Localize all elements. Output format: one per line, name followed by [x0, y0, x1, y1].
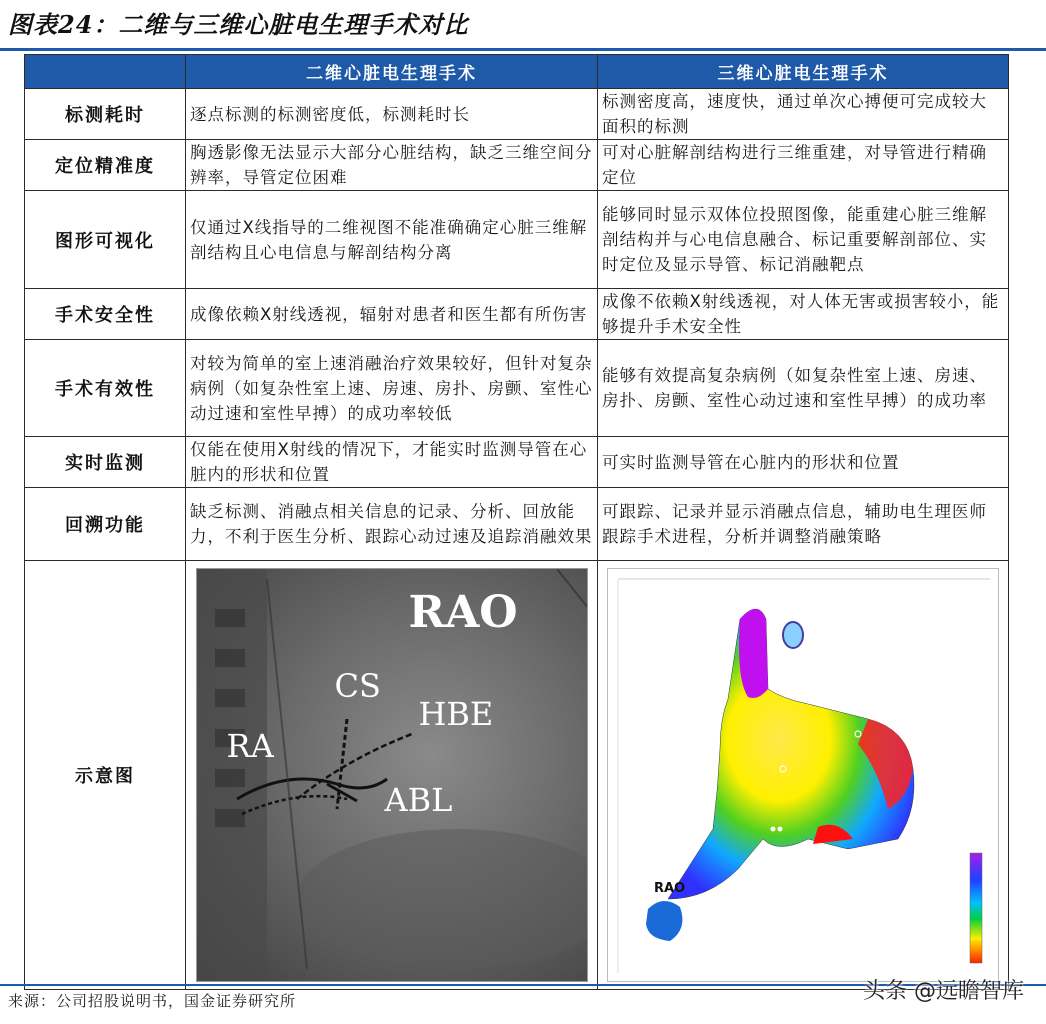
cell-3d: 可对心脏解剖结构进行三维重建，对导管进行精确定位: [598, 140, 1009, 191]
table-row: [25, 488, 1009, 561]
image-row: [25, 561, 1009, 990]
table-row: [25, 340, 1009, 437]
header-2d: 二维心脏电生理手术: [186, 55, 598, 89]
table-row: [25, 191, 1009, 289]
header-3d: 三维心脏电生理手术: [598, 55, 1009, 89]
table-row: [25, 89, 1009, 140]
table-row: [25, 289, 1009, 340]
row-label: 定位精准度: [25, 140, 186, 191]
cell-2d: 逐点标测的标测密度低，标测耗时长: [186, 89, 598, 140]
label-rao: RAO: [408, 587, 518, 638]
fluoroscopy-image: [196, 568, 588, 982]
comparison-table: [24, 54, 1009, 990]
table-row: [25, 437, 1009, 488]
row-label: 示意图: [25, 561, 186, 990]
map-label-rao: RAO: [654, 881, 686, 896]
row-label: 手术有效性: [25, 340, 186, 437]
cell-3d: 能够有效提高复杂病例（如复杂性室上速、房速、房扑、房颤、室性心动过速和室性早搏）的成功率: [598, 340, 1009, 437]
fluoroscopy-illustration: [197, 569, 588, 982]
title-divider: [0, 48, 1046, 51]
cell-2d: 仅通过X线指导的二维视图不能准确确定心脏三维解剖结构且心电信息与解剖结构分离: [186, 191, 598, 289]
cell-3d: 能够同时显示双体位投照图像，能重建心脏三维解剖结构并与心电信息融合、标记重要解剖部位、实时定位及显示导管、标记消融靶点: [598, 191, 1009, 289]
cell-2d: 胸透影像无法显示大部分心脏结构，缺乏三维空间分辨率，导管定位困难: [186, 140, 598, 191]
label-ra: RA: [226, 727, 274, 765]
cell-2d: 缺乏标测、消融点相关信息的记录、分析、回放能力，不利于医生分析、跟踪心动过速及追踪消融效果: [186, 488, 598, 561]
cell-3d: 标测密度高，速度快，通过单次心搏便可完成较大面积的标测: [598, 89, 1009, 140]
label-hbe: HBE: [418, 695, 494, 733]
cell-2d: 仅能在使用X射线的情况下，才能实时监测导管在心脏内的形状和位置: [186, 437, 598, 488]
row-label: 标测耗时: [25, 89, 186, 140]
cell-3d: 可实时监测导管在心脏内的形状和位置: [598, 437, 1009, 488]
cell-3d: 可跟踪、记录并显示消融点信息，辅助电生理医师跟踪手术进程，分析并调整消融策略: [598, 488, 1009, 561]
table-row: [25, 140, 1009, 191]
fluoroscopy-cell: [186, 561, 598, 990]
watermark: 头条 @远瞻智库: [863, 979, 1024, 1004]
row-label: 手术安全性: [25, 289, 186, 340]
row-label: 实时监测: [25, 437, 186, 488]
label-abl: ABL: [384, 781, 453, 819]
cell-2d: 成像依赖X射线透视，辐射对患者和医生都有所伤害: [186, 289, 598, 340]
header-row: [25, 55, 1009, 89]
label-cs: CS: [334, 667, 381, 705]
header-empty: [25, 55, 186, 89]
row-label: 图形可视化: [25, 191, 186, 289]
figure-title: 图表24：二维与三维心脏电生理手术对比: [8, 10, 469, 39]
3d-map-illustration: [608, 569, 999, 982]
source-note: 来源：公司招股说明书，国金证券研究所: [8, 992, 297, 1010]
cell-3d: 成像不依赖X射线透视，对人体无害或损害较小，能够提升手术安全性: [598, 289, 1009, 340]
3d-map-image: [607, 568, 999, 982]
row-label: 回溯功能: [25, 488, 186, 561]
cell-2d: 对较为简单的室上速消融治疗效果较好，但针对复杂病例（如复杂性室上速、房速、房扑、房颤、室性心动过速和室性早搏）的成功率较低: [186, 340, 598, 437]
3d-map-cell: [598, 561, 1009, 990]
